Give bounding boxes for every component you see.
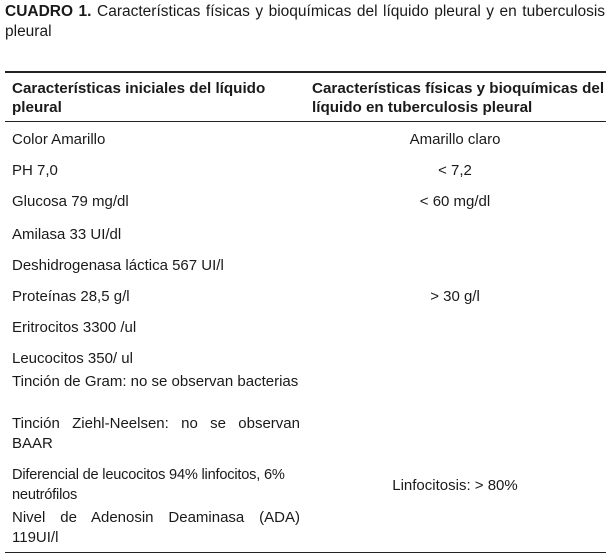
cell-ada-level: Nivel de Adenosin Deaminasa (ADA) 119UI/l [12, 509, 300, 546]
cell-amylase: Amilasa 33 UI/dl [12, 226, 122, 243]
cell-ph: PH 7,0 [12, 162, 58, 179]
table-caption [5, 2, 605, 42]
cell-leukocyte-differential: Diferencial de leucocitos 94% linfocitos, 6% neutrófilos [12, 467, 285, 503]
cell-leukocytes: Leucocitos 350/ ul [12, 350, 133, 367]
cell-glucose: Glucosa 79 mg/dl [12, 193, 129, 210]
cell-ziehl-neelsen: Tinción Ziehl-Neelsen: no se observan BAAR [12, 415, 300, 452]
table-bottom-rule [5, 552, 606, 553]
cell-color: Color Amarillo [12, 131, 106, 148]
cell-erythrocytes: Eritrocitos 3300 /ul [12, 319, 137, 336]
caption-text: Características físicas y bioquímicas del líquido pleural y en tuberculosis pleural [5, 3, 606, 40]
value-ph: < 7,2 [438, 162, 472, 179]
header-tuberculosis-characteristics: Características físicas y bioquímicas del líquido en tuberculosis pleural [312, 80, 605, 116]
table-top-rule [5, 71, 606, 73]
value-glucose: < 60 mg/dl [419, 193, 491, 210]
value-proteins: > 30 g/l [430, 288, 480, 305]
cell-ldh: Deshidrogenasa láctica 567 UI/l [12, 257, 224, 274]
header-rule [5, 121, 606, 122]
header-initial-characteristics: Características iniciales del líquido pleural [12, 80, 266, 116]
value-lymphocytosis: Linfocitosis: > 80% [392, 477, 518, 494]
cell-proteins: Proteínas 28,5 g/l [12, 288, 130, 305]
value-color: Amarillo claro [409, 131, 501, 148]
cell-gram-stain: Tinción de Gram: no se observan bacterias [12, 373, 299, 390]
caption-label: CUADRO 1. [5, 3, 92, 20]
